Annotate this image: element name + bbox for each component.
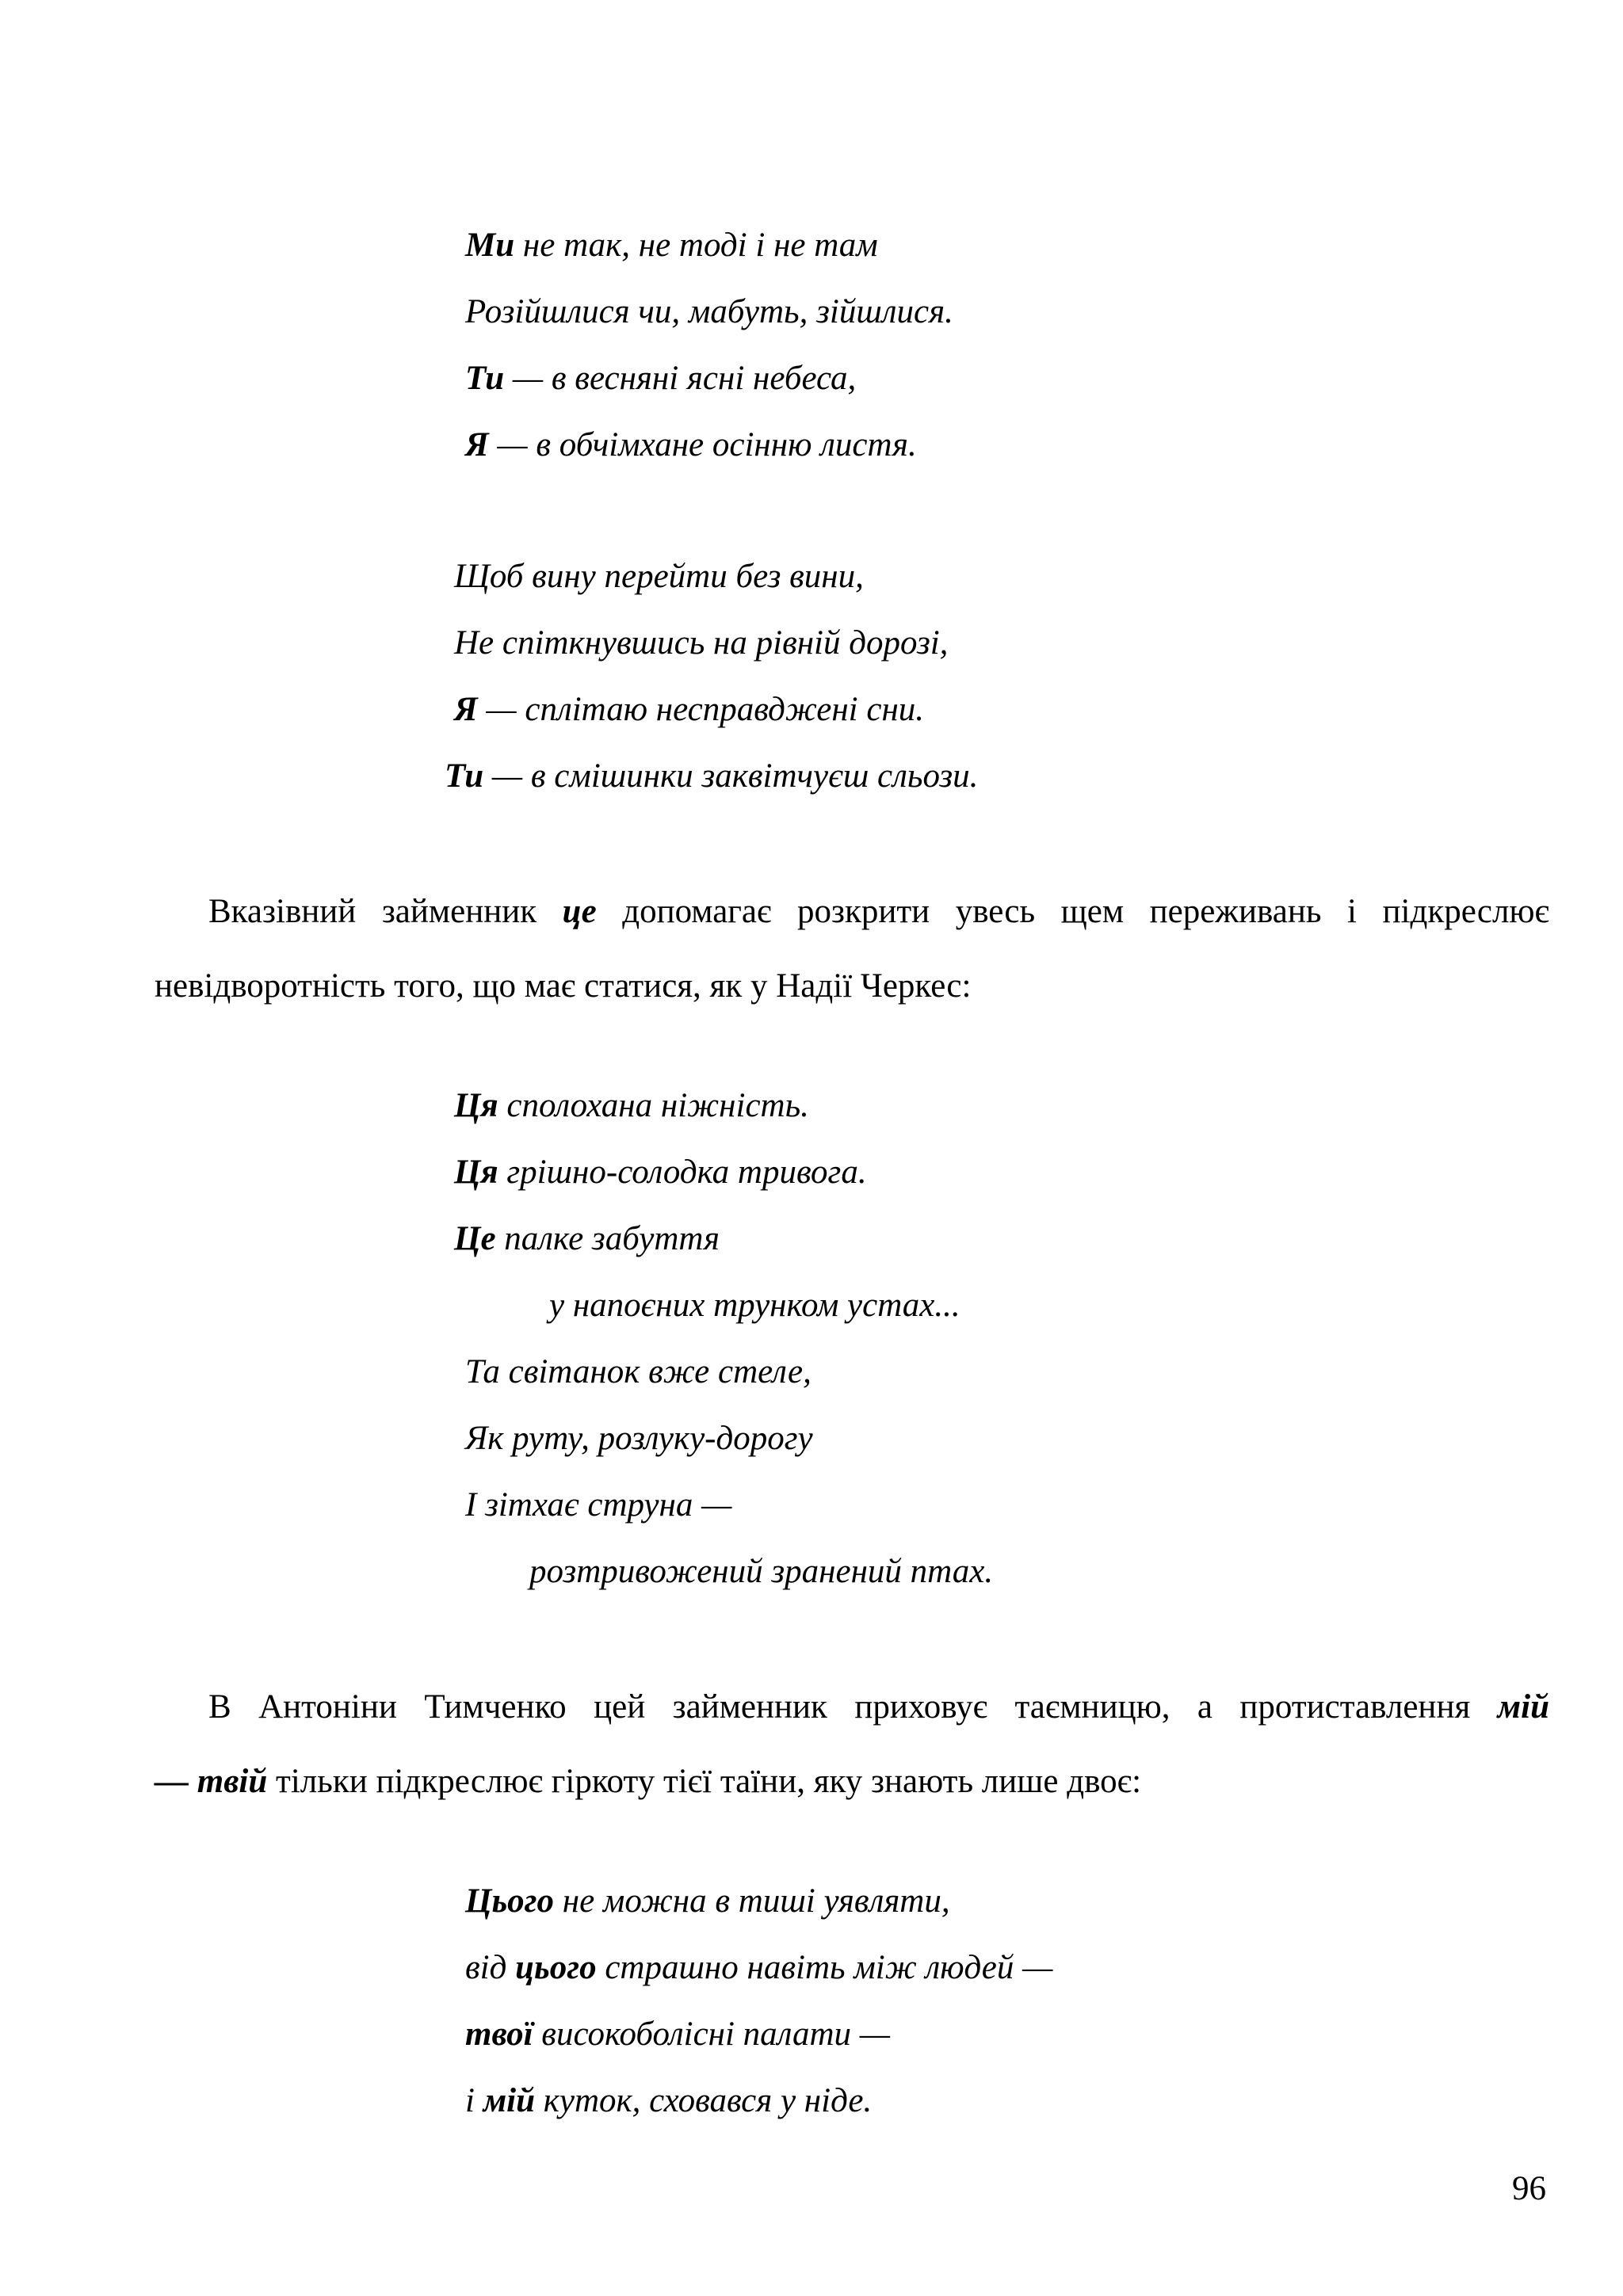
verse-line: Як руту, розлуку-дорогу xyxy=(465,1420,813,1457)
verse-line: Розійшлися чи, мабуть, зійшлися. xyxy=(465,293,953,330)
paragraph-2 xyxy=(155,1670,1549,1819)
verse-line: Я — в обчімхане осінню листя. xyxy=(465,426,917,463)
paragraph-line: В Антоніни Тимченко цей займенник приховує таємницю, а протиставлення мій xyxy=(208,1688,1549,1726)
verse-line: Це палке забуття xyxy=(454,1220,720,1257)
verse-line: Ми не так, не тоді і не там xyxy=(465,227,878,264)
verse-line: Ця грішно-солодка тривога. xyxy=(454,1154,867,1191)
paragraph-line: — твій тільки підкреслює гіркоту тієї таїни, яку знають лише двоє: xyxy=(155,1763,1142,1800)
verse-line: Щоб вину перейти без вини, xyxy=(454,558,864,595)
page-number: 96 xyxy=(1512,2170,1546,2207)
verse-line: твої високоболісні палати — xyxy=(465,2016,890,2053)
verse-line: Ти — в смішинки заквітчуєш сльози. xyxy=(445,757,979,795)
paragraph-line: Вказівний займенник це допомагає розкрити увесь щем переживань і підкреслює xyxy=(208,893,1549,930)
verse-line: розтривожений зранений птах. xyxy=(529,1553,994,1590)
verse-line: Ця сполохана ніжність. xyxy=(454,1087,809,1124)
verse-line: Цього не можна в тиші уявляти, xyxy=(465,1882,950,1920)
paragraph-line: невідворотність того, що має статися, як у Надії Черкес: xyxy=(155,967,972,1005)
verse-line: Не спіткнувшись на рівній дорозі, xyxy=(454,624,949,662)
verse-line: від цього страшно навіть між людей — xyxy=(465,1949,1053,1986)
poem-1-stanza-2 xyxy=(445,543,979,810)
paragraph-1 xyxy=(155,875,1549,1024)
verse-line: Ти — в весняні ясні небеса, xyxy=(465,360,857,397)
verse-line: Та світанок вже стеле, xyxy=(465,1353,812,1390)
poem-2 xyxy=(454,1073,993,1605)
verse-line: і мій куток, сховався у ніде. xyxy=(465,2082,873,2119)
poem-1-stanza-1 xyxy=(465,212,953,479)
verse-line: Я — сплітаю несправджені сни. xyxy=(454,691,925,728)
verse-line: у напоєних трунком устах... xyxy=(549,1287,960,1324)
verse-line: І зітхає струна — xyxy=(465,1486,732,1524)
poem-3 xyxy=(465,1868,1052,2134)
